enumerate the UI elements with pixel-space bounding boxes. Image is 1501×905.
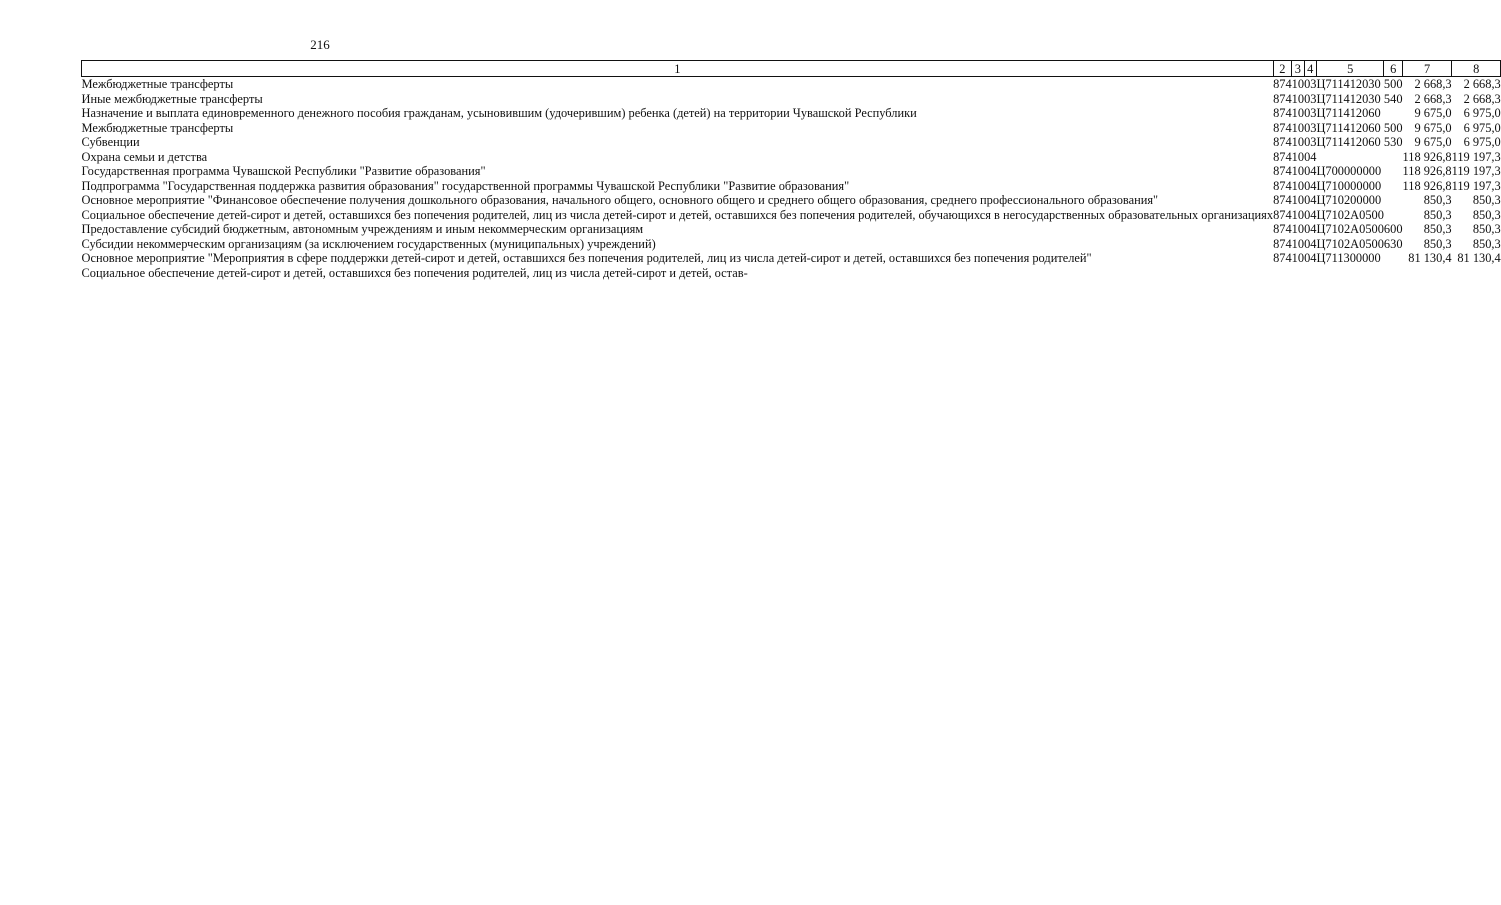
row-subsection-code: 04 [1304, 178, 1317, 193]
table-row [82, 77, 1501, 92]
row-section-code: 10 [1291, 91, 1305, 106]
row-amount-col8: 6 975,0 [1463, 106, 1501, 120]
row-subsection-code [1304, 266, 1316, 281]
header-col-4: 4 [1304, 61, 1316, 77]
row-subsection-code: 04 [1304, 236, 1317, 251]
row-admin-code: 874 [1273, 178, 1292, 193]
row-admin-code: 874 [1273, 106, 1292, 120]
row-subsection-code: 04 [1304, 149, 1317, 164]
row-admin-code: 874 [1273, 222, 1292, 236]
row-section-code: 10 [1291, 149, 1305, 164]
row-admin-code: 874 [1273, 164, 1292, 178]
row-name: Субсидии некоммерческим организациям (за исключением государственных (муниципальных) учреждений) [81, 236, 656, 251]
row-subsection-code: 03 [1304, 135, 1317, 149]
table-row [82, 193, 1501, 208]
row-amount-col8: 850,3 [1472, 236, 1501, 251]
row-expense-type [1384, 266, 1403, 281]
row-target-article: Ц700000000 [1316, 164, 1382, 178]
row-target-article: Ц7102А0500 [1316, 222, 1384, 236]
row-section-code: 10 [1291, 178, 1305, 193]
table-row [82, 92, 1501, 107]
table-row [82, 164, 1501, 179]
row-subsection-code: 04 [1304, 164, 1317, 178]
row-amount-col8: 6 975,0 [1463, 135, 1501, 149]
row-name: Подпрограмма "Государственная поддержка развития образования" государственной программы Чувашской Республики "Развитие образования" [81, 178, 850, 193]
row-amount-col8: 2 668,3 [1463, 77, 1501, 91]
row-subsection-code: 03 [1304, 91, 1317, 106]
row-admin-code [1273, 266, 1292, 281]
row-name: Иные межбюджетные трансферты [81, 91, 263, 106]
row-amount-col8: 119 197,3 [1451, 164, 1501, 178]
row-name: Государственная программа Чувашской Республики "Развитие образования" [81, 164, 486, 178]
table-row [82, 179, 1501, 194]
row-subsection-code: 04 [1304, 222, 1317, 236]
row-amount-col7: 9 675,0 [1414, 106, 1452, 120]
row-target-article: Ц711412060 [1316, 120, 1381, 135]
row-admin-code: 874 [1273, 207, 1292, 222]
row-amount-col7: 9 675,0 [1414, 120, 1452, 135]
row-amount-col7: 118 926,8 [1402, 178, 1452, 193]
row-subsection-code: 04 [1304, 207, 1317, 222]
row-expense-type: 500 [1383, 77, 1403, 91]
row-amount-col8: 850,3 [1472, 193, 1501, 207]
row-name: Основное мероприятие "Финансовое обеспечение получения дошкольного образования, начального общего, основного общего и среднего общего образования, среднего профессионального образования" [81, 193, 1159, 207]
row-expense-type [1384, 164, 1403, 179]
row-admin-code: 874 [1273, 120, 1292, 135]
table-row [82, 266, 1501, 281]
row-admin-code: 874 [1273, 149, 1292, 164]
row-target-article: Ц711300000 [1316, 251, 1381, 265]
row-expense-type [1384, 208, 1403, 223]
row-expense-type: 630 [1383, 236, 1403, 251]
row-admin-code: 874 [1273, 77, 1292, 91]
row-section-code: 10 [1291, 236, 1305, 251]
row-admin-code: 874 [1273, 251, 1292, 265]
row-name: Назначение и выплата единовременного денежного пособия гражданам, усыновившим (удочерившим) ребенка (детей) на территории Чувашской Республики [81, 106, 917, 120]
row-subsection-code: 03 [1304, 120, 1317, 135]
row-amount-col7: 2 668,3 [1414, 77, 1452, 91]
header-col-3: 3 [1292, 61, 1304, 77]
row-amount-col8: 119 197,3 [1451, 178, 1501, 193]
row-admin-code: 874 [1273, 135, 1292, 149]
row-target-article: Ц711412030 [1316, 77, 1381, 91]
row-target-article: Ц711412060 [1316, 135, 1381, 149]
row-target-article: Ц710000000 [1316, 178, 1382, 193]
row-expense-type [1384, 251, 1403, 266]
row-amount-col8: 81 130,4 [1457, 251, 1501, 265]
row-section-code: 10 [1291, 207, 1305, 222]
row-expense-type: 600 [1383, 222, 1403, 236]
row-section-code: 10 [1291, 251, 1305, 265]
row-amount-col7: 850,3 [1423, 193, 1452, 207]
row-section-code: 10 [1291, 135, 1305, 149]
page-number: 216 [310, 37, 330, 52]
row-amount-col7: 850,3 [1423, 207, 1452, 222]
table-row [82, 150, 1501, 165]
row-target-article [1316, 150, 1383, 165]
row-expense-type: 500 [1383, 120, 1403, 135]
row-subsection-code: 04 [1304, 251, 1317, 265]
row-name: Охрана семьи и детства [81, 149, 208, 164]
row-amount-col7: 118 926,8 [1402, 164, 1452, 178]
row-section-code: 10 [1291, 120, 1305, 135]
row-name: Предоставление субсидий бюджетным, автономным учреждениям и иным некоммерческим организациям [81, 222, 644, 236]
header-col-5: 5 [1316, 61, 1383, 77]
row-expense-type [1384, 150, 1403, 165]
row-amount-col8: 850,3 [1472, 222, 1501, 236]
row-amount-col7: 850,3 [1423, 236, 1452, 251]
row-amount-col8: 2 668,3 [1463, 91, 1501, 106]
table-row [82, 121, 1501, 136]
row-expense-type [1384, 193, 1403, 208]
table-row [82, 208, 1501, 223]
row-expense-type: 530 [1383, 135, 1403, 149]
table-row [82, 237, 1501, 252]
row-section-code [1292, 266, 1304, 281]
row-name: Социальное обеспечение детей-сирот и детей, оставшихся без попечения родителей, лиц из числа детей-сирот и детей, оставшихся без попечения родителей, обучающихся в негосударственных образовательных организациях [81, 207, 1274, 222]
row-target-article [1316, 266, 1383, 281]
row-name: Межбюджетные трансферты [81, 77, 234, 91]
row-amount-col7: 118 926,8 [1402, 149, 1452, 164]
row-subsection-code: 03 [1304, 106, 1317, 120]
table-row [82, 135, 1501, 150]
row-name: Основное мероприятие "Мероприятия в сфере поддержки детей-сирот и детей, оставшихся без попечения родителей, лиц из числа детей-сирот и детей, оставшихся без попечения родителей" [81, 251, 1092, 265]
table-row [82, 222, 1501, 237]
header-col-6: 6 [1384, 61, 1403, 77]
row-section-code: 10 [1291, 77, 1305, 91]
row-amount-col7 [1403, 266, 1452, 281]
row-target-article: Ц7102А0500 [1316, 236, 1384, 251]
header-col-8: 8 [1452, 61, 1501, 77]
row-admin-code: 874 [1273, 236, 1292, 251]
row-amount-col7: 2 668,3 [1414, 91, 1452, 106]
table-body [82, 77, 1501, 281]
header-col-1: 1 [82, 61, 1274, 77]
row-expense-type [1384, 179, 1403, 194]
budget-table [81, 60, 1501, 280]
row-amount-col8: 850,3 [1472, 207, 1501, 222]
table-header-row [82, 61, 1501, 77]
row-admin-code: 874 [1273, 91, 1292, 106]
row-target-article: Ц7102А0500 [1316, 207, 1384, 222]
row-target-article: Ц710200000 [1316, 193, 1382, 207]
row-target-article: Ц711412030 [1316, 91, 1381, 106]
row-section-code: 10 [1291, 222, 1305, 236]
row-name: Социальное обеспечение детей-сирот и детей, оставшихся без попечения родителей, лиц из числа детей-сирот и детей, остав- [81, 265, 748, 280]
row-amount-col7: 850,3 [1423, 222, 1452, 236]
table-row [82, 106, 1501, 121]
row-section-code: 10 [1291, 106, 1305, 120]
row-target-article: Ц711412060 [1316, 106, 1381, 120]
row-section-code: 10 [1291, 164, 1305, 178]
row-name: Субвенции [81, 135, 140, 149]
row-section-code: 10 [1291, 193, 1305, 207]
row-amount-col7: 9 675,0 [1414, 135, 1452, 149]
row-amount-col8 [1452, 266, 1501, 281]
row-amount-col8: 6 975,0 [1463, 120, 1501, 135]
row-subsection-code: 03 [1304, 77, 1317, 91]
row-amount-col8: 119 197,3 [1451, 149, 1501, 164]
row-name: Межбюджетные трансферты [81, 120, 234, 135]
table-row [82, 251, 1501, 266]
row-admin-code: 874 [1273, 193, 1292, 207]
row-subsection-code: 04 [1304, 193, 1317, 207]
row-expense-type [1384, 106, 1403, 121]
row-expense-type: 540 [1383, 91, 1403, 106]
header-col-2: 2 [1273, 61, 1292, 77]
row-amount-col7: 81 130,4 [1408, 251, 1452, 265]
header-col-7: 7 [1403, 61, 1452, 77]
